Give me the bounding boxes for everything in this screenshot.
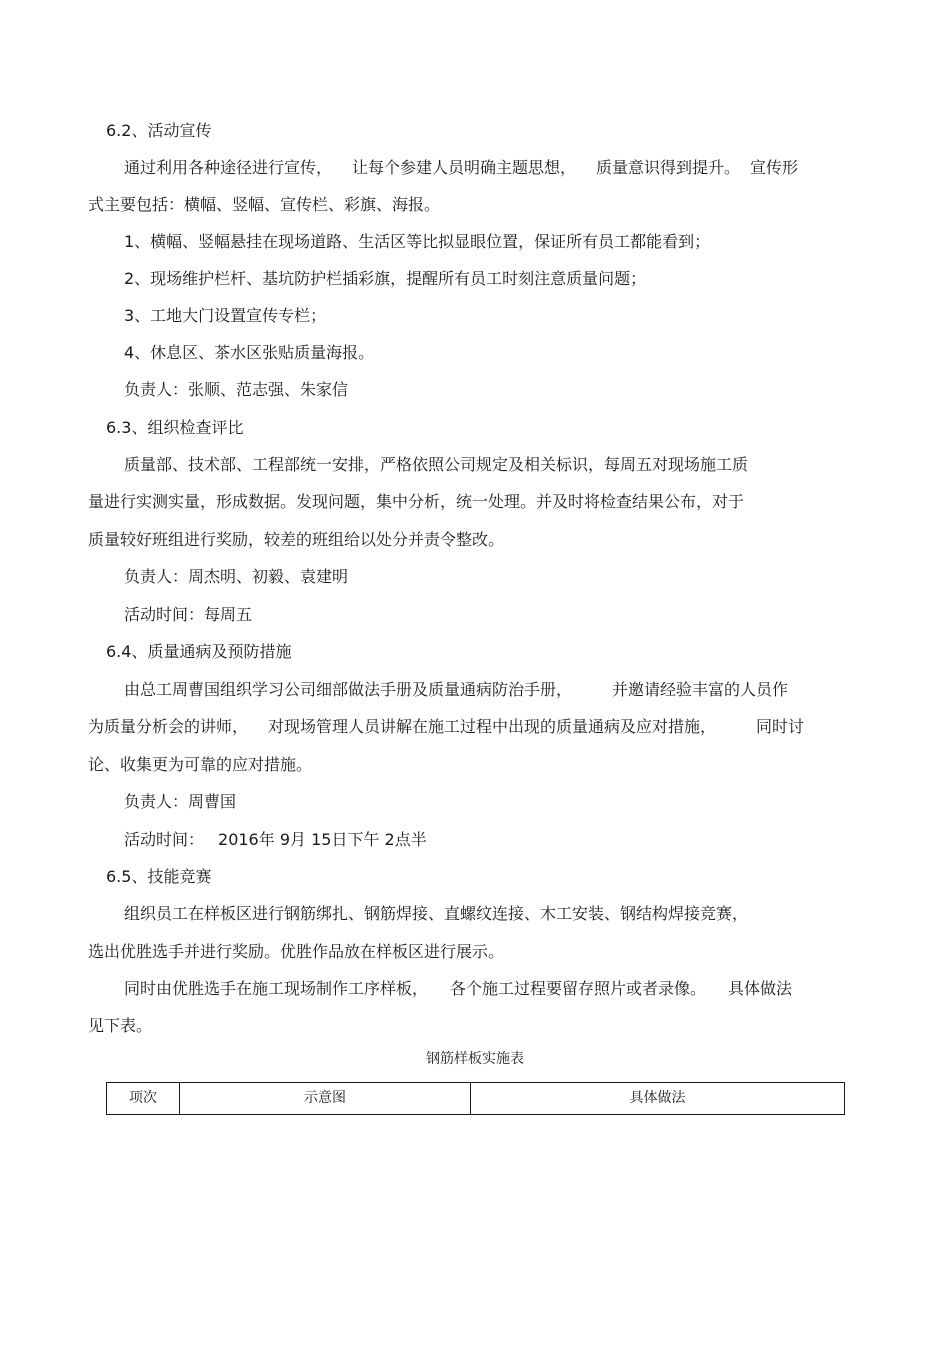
rebar-sample-table bbox=[106, 1082, 845, 1115]
list-item: 3、工地大门设置宣传专栏； bbox=[124, 306, 327, 325]
list-item: 1、横幅、竖幅悬挂在现场道路、生活区等比拟显眼位置，保证所有员工都能看到； bbox=[124, 232, 711, 251]
column-header-method: 具体做法 bbox=[471, 1083, 845, 1115]
paragraph-line: 量进行实测实量，形成数据。发现问题，集中分析，统一处理。并及时将检查结果公布，对于 bbox=[88, 492, 745, 511]
paragraph-line: 质量部、技术部、工程部统一安排，严格依照公司规定及相关标识，每周五对现场施工质 bbox=[124, 455, 749, 474]
responsible-person: 负责人：周曹国 bbox=[124, 792, 237, 811]
text-span: 活动时间： bbox=[124, 830, 205, 849]
text-span: 质量意识得到提升。 bbox=[596, 158, 741, 177]
text-span: 通过利用各种途径进行宣传， bbox=[124, 158, 333, 177]
text-span: 对现场管理人员讲解在施工过程中出现的质量通病及应对措施， bbox=[268, 717, 717, 736]
paragraph-line: 见下表。 bbox=[88, 1016, 153, 1035]
table-header-row bbox=[107, 1083, 845, 1115]
column-header-item: 项次 bbox=[107, 1083, 180, 1115]
text-span: 由总工周曹国组织学习公司细部做法手册及质量通病防治手册， bbox=[124, 680, 573, 699]
activity-time: 活动时间：每周五 bbox=[124, 605, 253, 624]
text-span: 宣传形 bbox=[750, 158, 799, 177]
text-span: 为质量分析会的讲师， bbox=[88, 717, 249, 736]
paragraph-line bbox=[124, 979, 792, 999]
text-span: 各个施工过程要留存照片或者录像。 bbox=[450, 979, 707, 998]
responsible-person: 负责人：周杰明、初毅、袁建明 bbox=[124, 567, 349, 586]
table-caption: 钢筋样板实施表 bbox=[426, 1051, 524, 1067]
section-heading-6-4: 6.4、质量通病及预防措施 bbox=[106, 642, 292, 661]
section-6-2-intro bbox=[124, 158, 798, 178]
paragraph-line: 选出优胜选手并进行奖励。优胜作品放在样板区进行展示。 bbox=[88, 942, 505, 961]
text-span: 并邀请经验丰富的人员作 bbox=[612, 680, 789, 699]
text-span: 2016年 9月 15日下午 2点半 bbox=[218, 830, 427, 849]
column-header-diagram: 示意图 bbox=[180, 1083, 471, 1115]
paragraph-line: 质量较好班组进行奖励，较差的班组给以处分并责令整改。 bbox=[88, 530, 505, 549]
list-item: 4、休息区、茶水区张贴质量海报。 bbox=[124, 343, 375, 362]
responsible-person: 负责人：张顺、范志强、朱家信 bbox=[124, 380, 349, 399]
paragraph-line: 组织员工在样板区进行钢筋绑扎、钢筋焊接、直螺纹连接、木工安装、钢结构焊接竞赛， bbox=[124, 904, 749, 923]
section-heading-6-3: 6.3、组织检查评比 bbox=[106, 418, 244, 437]
section-heading-6-2: 6.2、活动宣传 bbox=[106, 121, 212, 140]
activity-time bbox=[124, 830, 427, 850]
paragraph-line bbox=[88, 717, 804, 737]
section-heading-6-5: 6.5、技能竞赛 bbox=[106, 867, 212, 886]
text-span: 让每个参建人员明确主题思想， bbox=[352, 158, 577, 177]
paragraph-line: 论、收集更为可靠的应对措施。 bbox=[88, 755, 313, 774]
text-span: 同时由优胜选手在施工现场制作工序样板， bbox=[124, 979, 429, 998]
text-span: 具体做法 bbox=[728, 979, 793, 998]
text-span: 同时讨 bbox=[756, 717, 805, 736]
paragraph-line bbox=[124, 680, 788, 700]
list-item: 2、现场维护栏杆、基坑防护栏插彩旗，提醒所有员工时刻注意质量问题； bbox=[124, 269, 647, 288]
section-6-2-intro-cont: 式主要包括：横幅、竖幅、宣传栏、彩旗、海报。 bbox=[88, 195, 441, 214]
